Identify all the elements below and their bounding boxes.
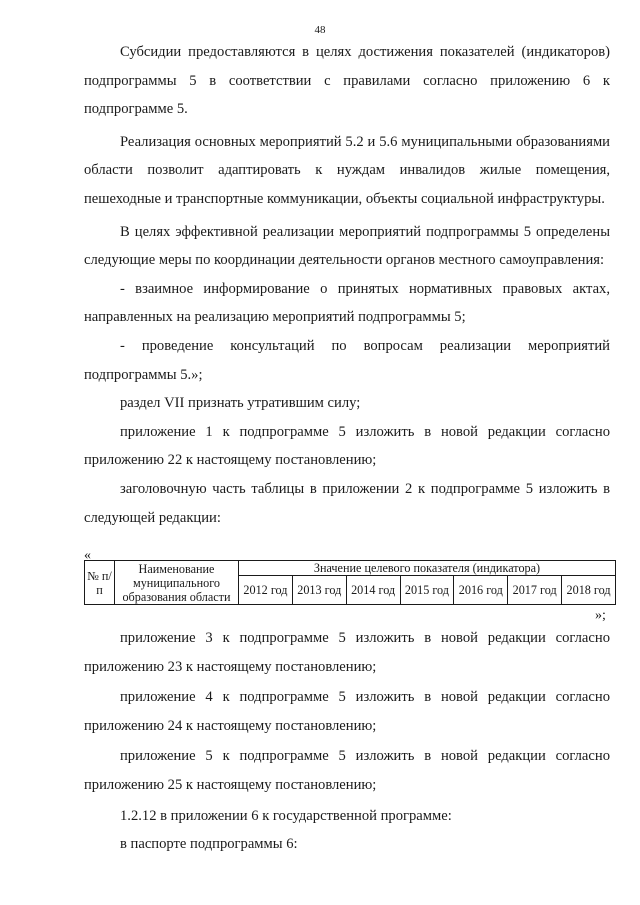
document-body-bottom xyxy=(84,624,610,859)
paragraph: приложение 5 к подпрограмме 5 изложить в новой редакции согласно приложению 25 к настоящему постановлению; xyxy=(84,748,610,793)
year-header: 2015 год xyxy=(400,576,454,605)
year-header: 2014 год xyxy=(346,576,400,605)
paragraph: 1.2.12 в приложении 6 к государственной программе: xyxy=(120,807,452,824)
page-number: 48 xyxy=(314,24,326,36)
paragraph: Субсидии предоставляются в целях достижения показателей (индикаторов) подпрограммы 5 в соответствии с правилами согласно приложению 6 к подпрограмме 5. xyxy=(84,44,610,118)
year-header: 2018 год xyxy=(562,576,616,605)
column-group-header: Значение целевого показателя (индикатора) xyxy=(239,561,616,576)
closing-quote: »; xyxy=(595,608,606,623)
indicator-table-header xyxy=(84,560,616,605)
paragraph: заголовочную часть таблицы в приложении 2 к подпрограмме 5 изложить в следующей редакции: xyxy=(84,480,610,526)
column-municipality-header: Наименование муниципального образования области xyxy=(115,561,239,605)
paragraph: Реализация основных мероприятий 5.2 и 5.6 муниципальными образованиями области позволит адаптировать к нуждам инвалидов жилые помещения, пешеходные и транспортные коммуникации, объекты социальной инфраструктуры. xyxy=(84,133,610,207)
opening-quote: « xyxy=(84,548,91,563)
year-header: 2017 год xyxy=(508,576,562,605)
document-body-top xyxy=(84,38,610,532)
paragraph: приложение 3 к подпрограмме 5 изложить в новой редакции согласно приложению 23 к настоящему постановлению; xyxy=(84,630,610,675)
year-header: 2013 год xyxy=(292,576,346,605)
paragraph: в паспорте подпрограммы 6: xyxy=(120,836,298,853)
paragraph: приложение 1 к подпрограмме 5 изложить в новой редакции согласно приложению 22 к настоящему постановлению; xyxy=(84,423,610,469)
paragraph: - взаимное информирование о принятых нормативных правовых актах, направленных на реализацию мероприятий подпрограммы 5; xyxy=(84,280,610,326)
paragraph: приложение 4 к подпрограмме 5 изложить в новой редакции согласно приложению 24 к настоящему постановлению; xyxy=(84,689,610,734)
year-header: 2016 год xyxy=(454,576,508,605)
paragraph: - проведение консультаций по вопросам реализации мероприятий подпрограммы 5.»; xyxy=(84,337,610,383)
paragraph: раздел VII признать утратившим силу; xyxy=(120,395,361,412)
paragraph: В целях эффективной реализации мероприятий подпрограммы 5 определены следующие меры по координации деятельности органов местного самоуправления: xyxy=(84,223,610,269)
column-number-header: № п/п xyxy=(85,561,115,605)
year-header: 2012 год xyxy=(239,576,293,605)
